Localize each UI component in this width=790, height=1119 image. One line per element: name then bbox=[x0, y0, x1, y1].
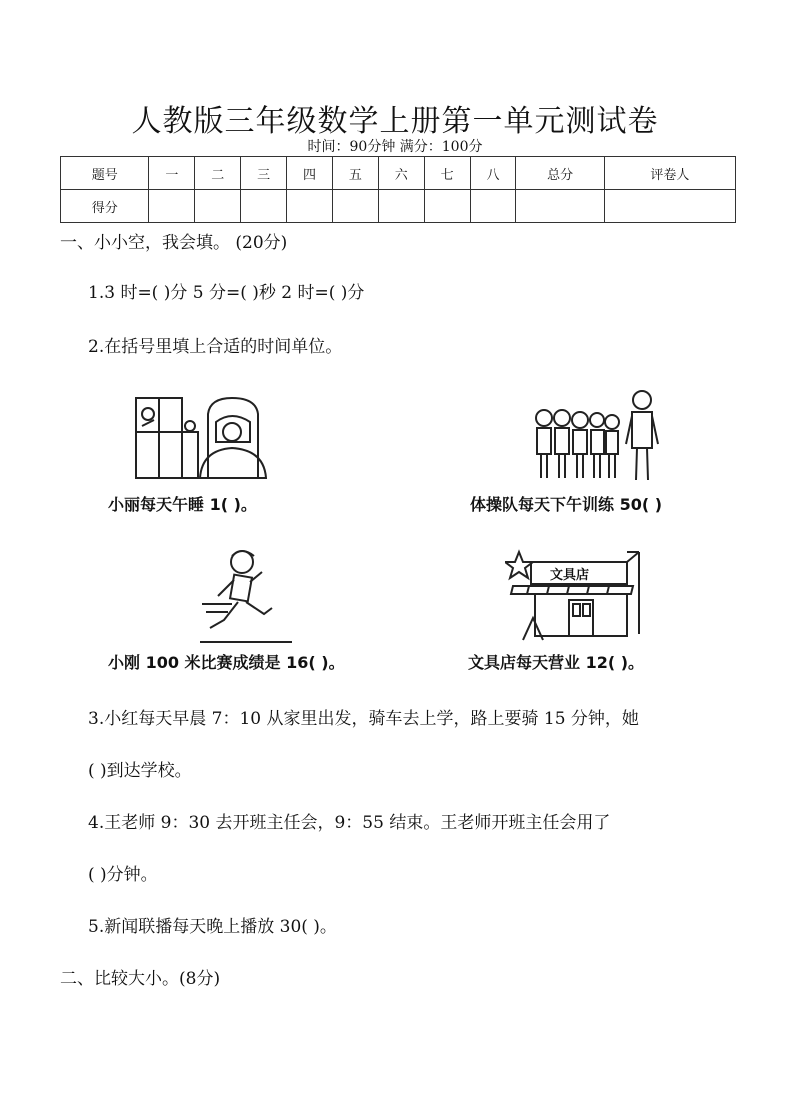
score-table-header-row bbox=[61, 157, 736, 190]
score-header-cell: 评卷人 bbox=[604, 157, 735, 190]
score-header-cell: 总分 bbox=[516, 157, 604, 190]
score-cell bbox=[241, 190, 287, 223]
score-cell bbox=[195, 190, 241, 223]
score-header-cell: 五 bbox=[332, 157, 378, 190]
caption-sleep: 小丽每天午睡 1( )。 bbox=[108, 495, 257, 514]
score-cell bbox=[287, 190, 333, 223]
score-header-cell: 八 bbox=[470, 157, 516, 190]
question-4-line-2: ( )分钟。 bbox=[88, 865, 158, 885]
caption-gym: 体操队每天下午训练 50( ) bbox=[470, 495, 663, 514]
caption-shop: 文具店每天营业 12( )。 bbox=[468, 653, 645, 672]
score-header-cell: 七 bbox=[424, 157, 470, 190]
question-2: 2.在括号里填上合适的时间单位。 bbox=[88, 337, 343, 357]
score-header-cell: 六 bbox=[378, 157, 424, 190]
score-header-cell: 一 bbox=[149, 157, 195, 190]
stationery-shop-illustration bbox=[505, 548, 645, 644]
shop-sign-text: 文具店 bbox=[550, 568, 590, 583]
score-header-cell: 三 bbox=[241, 157, 287, 190]
exam-info: 时间：90分钟 满分：100分 bbox=[307, 139, 483, 155]
score-cell bbox=[378, 190, 424, 223]
section2-heading: 二、比较大小。(8分) bbox=[60, 969, 221, 989]
section1-heading: 一、小小空，我会填。 (20分) bbox=[60, 233, 288, 253]
score-cell bbox=[516, 190, 604, 223]
caption-run: 小刚 100 米比赛成绩是 16( )。 bbox=[108, 653, 345, 672]
page-title: 人教版三年级数学上册第一单元测试卷 bbox=[131, 104, 659, 139]
score-header-cell: 二 bbox=[195, 157, 241, 190]
question-1: 1.3 时=( )分 5 分=( )秒 2 时=( )分 bbox=[88, 283, 365, 303]
score-cell bbox=[604, 190, 735, 223]
score-cell bbox=[470, 190, 516, 223]
score-table bbox=[60, 156, 736, 223]
sleeping-girl-illustration bbox=[132, 392, 277, 484]
score-header-cell: 四 bbox=[287, 157, 333, 190]
score-cell bbox=[149, 190, 195, 223]
score-header-cell: 题号 bbox=[61, 157, 149, 190]
score-row-label: 得分 bbox=[61, 190, 149, 223]
score-table-score-row bbox=[61, 190, 736, 223]
question-4-line-1: 4.王老师 9：30 去开班主任会，9：55 结束。王老师开班主任会用了 bbox=[88, 813, 611, 833]
score-cell bbox=[332, 190, 378, 223]
question-5: 5.新闻联播每天晚上播放 30( )。 bbox=[88, 917, 337, 937]
score-cell bbox=[424, 190, 470, 223]
running-boy-illustration bbox=[198, 546, 298, 646]
question-3-line-1: 3.小红每天早晨 7：10 从家里出发，骑车去上学，路上要骑 15 分钟，她 bbox=[88, 709, 639, 729]
gymnastics-team-illustration bbox=[530, 388, 665, 486]
question-3-line-2: ( )到达学校。 bbox=[88, 761, 192, 781]
